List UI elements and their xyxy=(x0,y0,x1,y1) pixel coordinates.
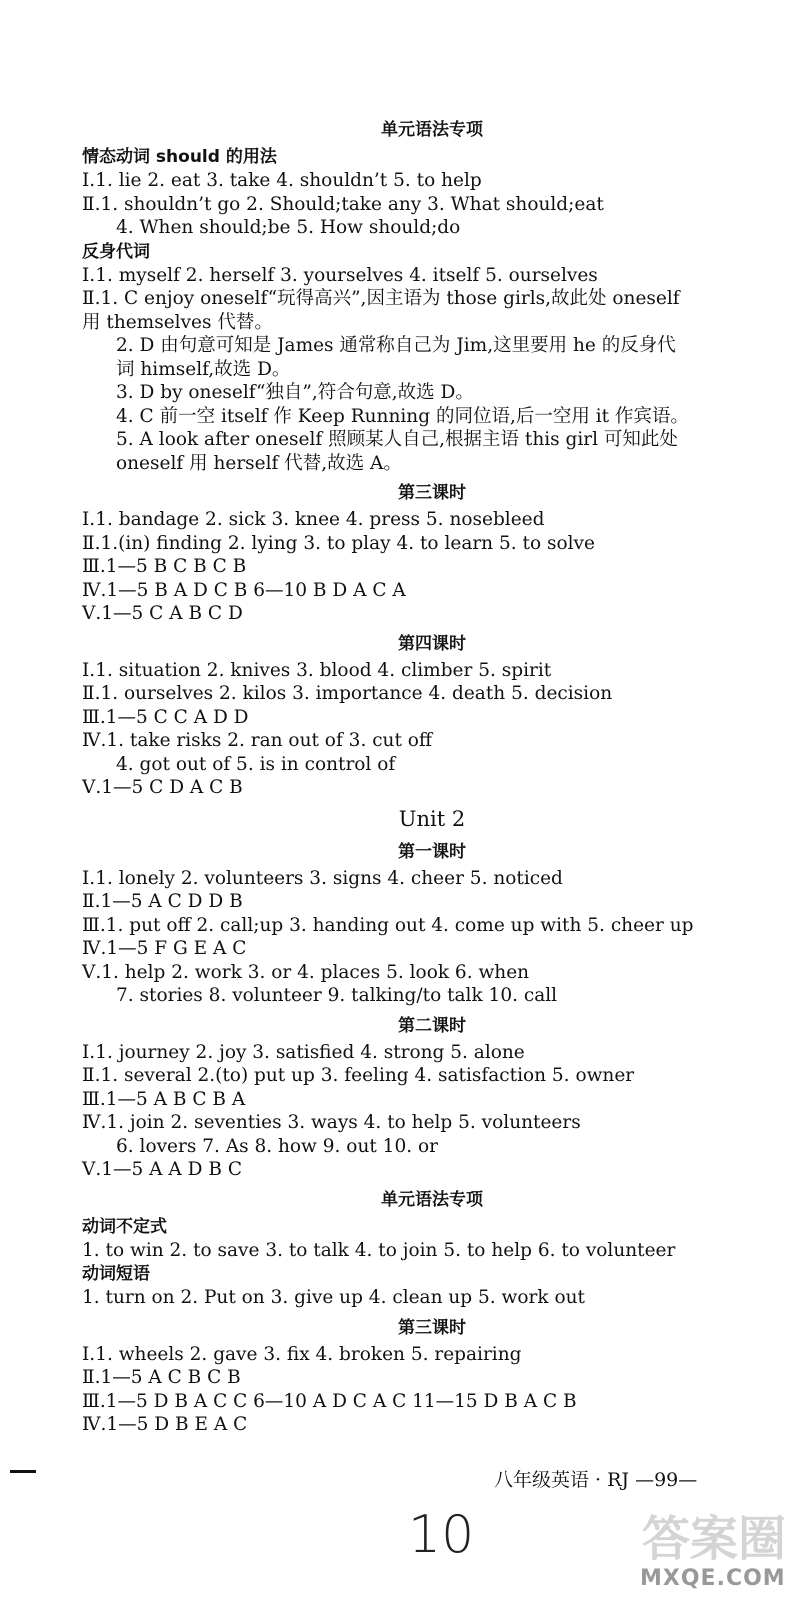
answer-line: Ⅲ.1—5 B C B C B xyxy=(82,556,247,577)
section-title: 第四课时 xyxy=(398,633,466,654)
page-footer: 八年级英语 · RJ —99— xyxy=(494,1469,698,1491)
subsection-title: 动词短语 xyxy=(82,1264,150,1284)
answer-line: Ⅱ.1.(in) finding 2. lying 3. to play 4. to learn 5. to solve xyxy=(82,532,595,554)
answer-line: 4. When should;be 5. How should;do xyxy=(116,217,461,238)
answer-line: Ⅲ.1—5 C C A D D xyxy=(82,706,249,728)
answer-line: Ⅴ.1—5 C D A C B xyxy=(82,777,243,798)
answer-line: Ⅳ.1. take risks 2. ran out of 3. cut off xyxy=(82,730,433,751)
answer-line: Ⅰ.1. wheels 2. gave 3. fix 4. broken 5. repairing xyxy=(82,1343,522,1365)
margin-dash xyxy=(10,1470,36,1473)
answer-line: Ⅳ.1—5 B A D C B 6—10 B D A C A xyxy=(82,579,406,601)
answer-line: 7. stories 8. volunteer 9. talking/to talk 10. call xyxy=(116,985,558,1006)
answer-line: Ⅳ.1—5 D B E A C xyxy=(82,1414,248,1435)
answer-line: Ⅴ.1. help 2. work 3. or 4. places 5. look 6. when xyxy=(82,961,530,983)
answer-line: Ⅰ.1. bandage 2. sick 3. knee 4. press 5. nosebleed xyxy=(82,509,545,530)
answer-line: Ⅲ.1—5 A B C B A xyxy=(82,1088,246,1110)
answer-line: 1. to win 2. to save 3. to talk 4. to join 5. to help 6. to volunteer xyxy=(82,1239,676,1261)
answer-line: 2. D 由句意可知是 James 通常称自己为 Jim,这里要用 he 的反身代 xyxy=(116,335,676,356)
handwritten-number: 10 xyxy=(408,1505,475,1565)
answer-line: Ⅱ.1—5 A C D D B xyxy=(82,891,243,912)
section-title: 第三课时 xyxy=(398,1317,466,1338)
answer-line: 5. A look after oneself 照顾某人自己,根据主语 this girl 可知此处 xyxy=(116,429,678,450)
subsection-title: 情态动词 should 的用法 xyxy=(82,147,277,167)
section-title: 第一课时 xyxy=(398,841,466,862)
subsection-title: 动词不定式 xyxy=(82,1216,167,1237)
answer-line: oneself 用 herself 代替,故选 A。 xyxy=(116,452,402,474)
answer-line: Ⅴ.1—5 A A D B C xyxy=(82,1159,242,1180)
answer-line: Ⅱ.1. several 2.(to) put up 3. feeling 4. satisfaction 5. owner xyxy=(82,1065,635,1086)
unit-title: Unit 2 xyxy=(398,806,466,831)
answer-line: Ⅲ.1. put off 2. call;up 3. handing out 4. come up with 5. cheer up xyxy=(82,914,694,936)
answer-line: Ⅴ.1—5 C A B C D xyxy=(82,603,243,624)
answer-line: 1. turn on 2. Put on 3. give up 4. clean up 5. work out xyxy=(82,1287,585,1308)
answer-line: Ⅰ.1. lie 2. eat 3. take 4. shouldn’t 5. to help xyxy=(82,170,482,191)
answer-line: Ⅱ.1. ourselves 2. kilos 3. importance 4. death 5. decision xyxy=(82,683,613,704)
answer-line: Ⅱ.1. C enjoy oneself“玩得高兴”,因主语为 those girls,故此处 oneself xyxy=(82,288,680,309)
answer-line: 用 themselves 代替。 xyxy=(82,311,273,333)
section-title: 第二课时 xyxy=(398,1015,466,1036)
answer-line: Ⅰ.1. journey 2. joy 3. satisfied 4. strong 5. alone xyxy=(82,1041,525,1063)
answer-line: Ⅰ.1. myself 2. herself 3. yourselves 4. itself 5. ourselves xyxy=(82,264,598,286)
answer-line: Ⅰ.1. lonely 2. volunteers 3. signs 4. cheer 5. noticed xyxy=(82,867,563,889)
subsection-title: 反身代词 xyxy=(82,241,150,262)
answer-line: 4. got out of 5. is in control of xyxy=(116,753,396,775)
answer-line: Ⅳ.1—5 F G E A C xyxy=(82,938,247,959)
answer-line: Ⅱ.1—5 A C B C B xyxy=(82,1367,241,1388)
answer-line: Ⅳ.1. join 2. seventies 3. ways 4. to help 5. volunteers xyxy=(82,1112,581,1133)
answer-line: 6. lovers 7. As 8. how 9. out 10. or xyxy=(116,1135,438,1157)
answer-line: Ⅱ.1. shouldn’t go 2. Should;take any 3. What should;eat xyxy=(82,193,604,215)
section-title: 单元语法专项 xyxy=(381,120,483,140)
answer-line: Ⅰ.1. situation 2. knives 3. blood 4. climber 5. spirit xyxy=(82,659,552,681)
answer-line: 4. C 前一空 itself 作 Keep Running 的同位语,后一空用 it 作宾语。 xyxy=(116,405,689,427)
section-title: 单元语法专项 xyxy=(381,1189,483,1210)
answer-line: 词 himself,故选 D。 xyxy=(116,358,291,380)
watermark-url: MXQE.COM xyxy=(640,1566,786,1591)
answer-line: 3. D by oneself“独自”,符合句意,故选 D。 xyxy=(116,382,474,403)
watermark-logo: 答案圈 xyxy=(642,1511,787,1567)
answer-content xyxy=(82,112,782,1437)
section-title: 第三课时 xyxy=(398,483,466,503)
answer-line: Ⅲ.1—5 D B A C C 6—10 A D C A C 11—15 D B A C B xyxy=(82,1390,577,1412)
